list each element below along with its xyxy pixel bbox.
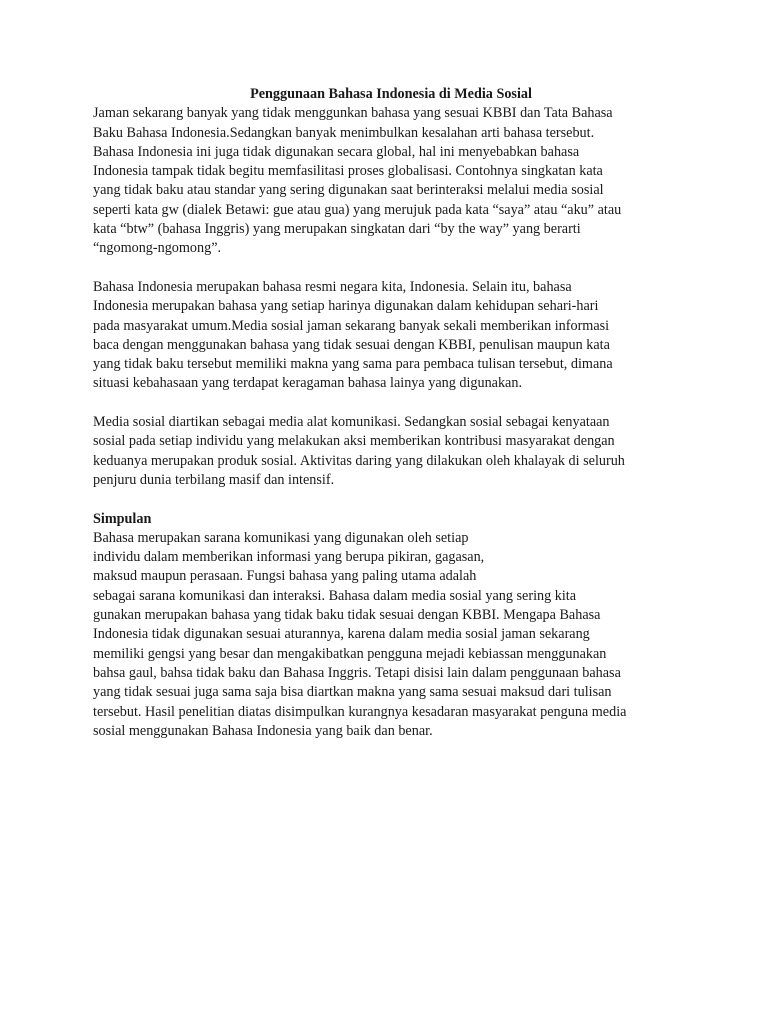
text-line: Jaman sekarang banyak yang tidak menggunkan bahasa yang sesuai KBBI dan Tata Bahasa bbox=[93, 105, 613, 122]
text-line: Indonesia merupakan bahasa yang setiap harinya digunakan dalam kehidupan sehari-hari bbox=[93, 298, 599, 315]
paragraph-2 bbox=[93, 278, 683, 394]
text-line: bahsa gaul, bahsa tidak baku dan Bahasa Inggris. Tetapi disisi lain dalam penggunaan bahasa bbox=[93, 664, 621, 681]
text-line: seperti kata gw (dialek Betawi: gue atau gua) yang merujuk pada kata “saya” atau “aku” atau bbox=[93, 201, 622, 218]
text-line: situasi kebahasaan yang terdapat keragaman bahasa lainya yang digunakan. bbox=[93, 375, 522, 392]
text-line: individu dalam memberikan informasi yang berupa pikiran, gagasan, bbox=[93, 549, 485, 566]
document-title: Penggunaan Bahasa Indonesia di Media Sosial bbox=[250, 86, 532, 102]
text-line: sebagai sarana komunikasi dan interaksi. Bahasa dalam media sosial yang sering kita bbox=[93, 587, 577, 604]
text-line: Bahasa Indonesia merupakan bahasa resmi negara kita, Indonesia. Selain itu, bahasa bbox=[93, 278, 572, 295]
text-line: keduanya merupakan produk sosial. Aktivitas daring yang dilakukan oleh khalayak di seluruh bbox=[93, 452, 625, 469]
text-line: “ngomong-ngomong”. bbox=[93, 240, 222, 257]
text-line: Bahasa Indonesia ini juga tidak digunakan secara global, hal ini menyebabkan bahasa bbox=[93, 143, 580, 160]
conclusion-section bbox=[93, 510, 683, 742]
text-line: kata “btw” (bahasa Inggris) yang merupakan singkatan dari “by the way” yang berarti bbox=[93, 221, 581, 238]
text-line: pada masyarakat umum.Media sosial jaman sekarang banyak sekali memberikan informasi bbox=[93, 317, 610, 334]
text-line: Indonesia tidak digunakan sesuai aturannya, karena dalam media sosial jaman sekarang bbox=[93, 626, 590, 643]
text-line: tersebut. Hasil penelitian diatas disimpulkan kurangnya kesadaran masyarakat penguna media bbox=[93, 703, 627, 720]
text-line: Indonesia tampak tidak begitu memfasilitasi proses globalisasi. Contohnya singkatan kata bbox=[93, 163, 603, 180]
text-line: yang tidak baku atau standar yang sering digunakan saat berinteraksi melalui media sosial bbox=[93, 182, 604, 199]
text-line: penjuru dunia terbilang masif dan intensif. bbox=[93, 471, 335, 488]
text-line: sosial pada setiap individu yang melakukan aksi memberikan kontribusi masyarakat dengan bbox=[93, 433, 615, 450]
text-line: baca dengan menggunakan bahasa yang tidak sesuai dengan KBBI, penulisan maupun kata bbox=[93, 336, 610, 353]
text-line: yang tidak baku tersebut memiliki makna yang sama para pembaca tulisan tersebut, dimana bbox=[93, 356, 613, 373]
text-line: Bahasa merupakan sarana komunikasi yang digunakan oleh setiap bbox=[93, 529, 469, 546]
conclusion-heading: Simpulan bbox=[93, 510, 152, 527]
text-line: maksud maupun perasaan. Fungsi bahasa yang paling utama adalah bbox=[93, 568, 477, 585]
text-line: memiliki gengsi yang besar dan mengakibatkan pengguna mejadi kebiassan menggunakan bbox=[93, 645, 607, 662]
paragraph-1 bbox=[93, 104, 683, 258]
text-line: gunakan merupakan bahasa yang tidak baku tidak sesuai dengan KBBI. Mengapa Bahasa bbox=[93, 607, 601, 624]
paragraph-3 bbox=[93, 413, 683, 490]
text-line: yang tidak sesuai juga sama saja bisa diartkan makna yang sama sesuai maksud dari tulisan bbox=[93, 684, 612, 701]
text-line: sosial menggunakan Bahasa Indonesia yang baik dan benar. bbox=[93, 722, 433, 739]
document-body bbox=[93, 85, 683, 760]
text-line: Baku Bahasa Indonesia.Sedangkan banyak menimbulkan kesalahan arti bahasa tersebut. bbox=[93, 124, 595, 141]
text-line: Media sosial diartikan sebagai media alat komunikasi. Sedangkan sosial sebagai kenyataan bbox=[93, 414, 610, 431]
